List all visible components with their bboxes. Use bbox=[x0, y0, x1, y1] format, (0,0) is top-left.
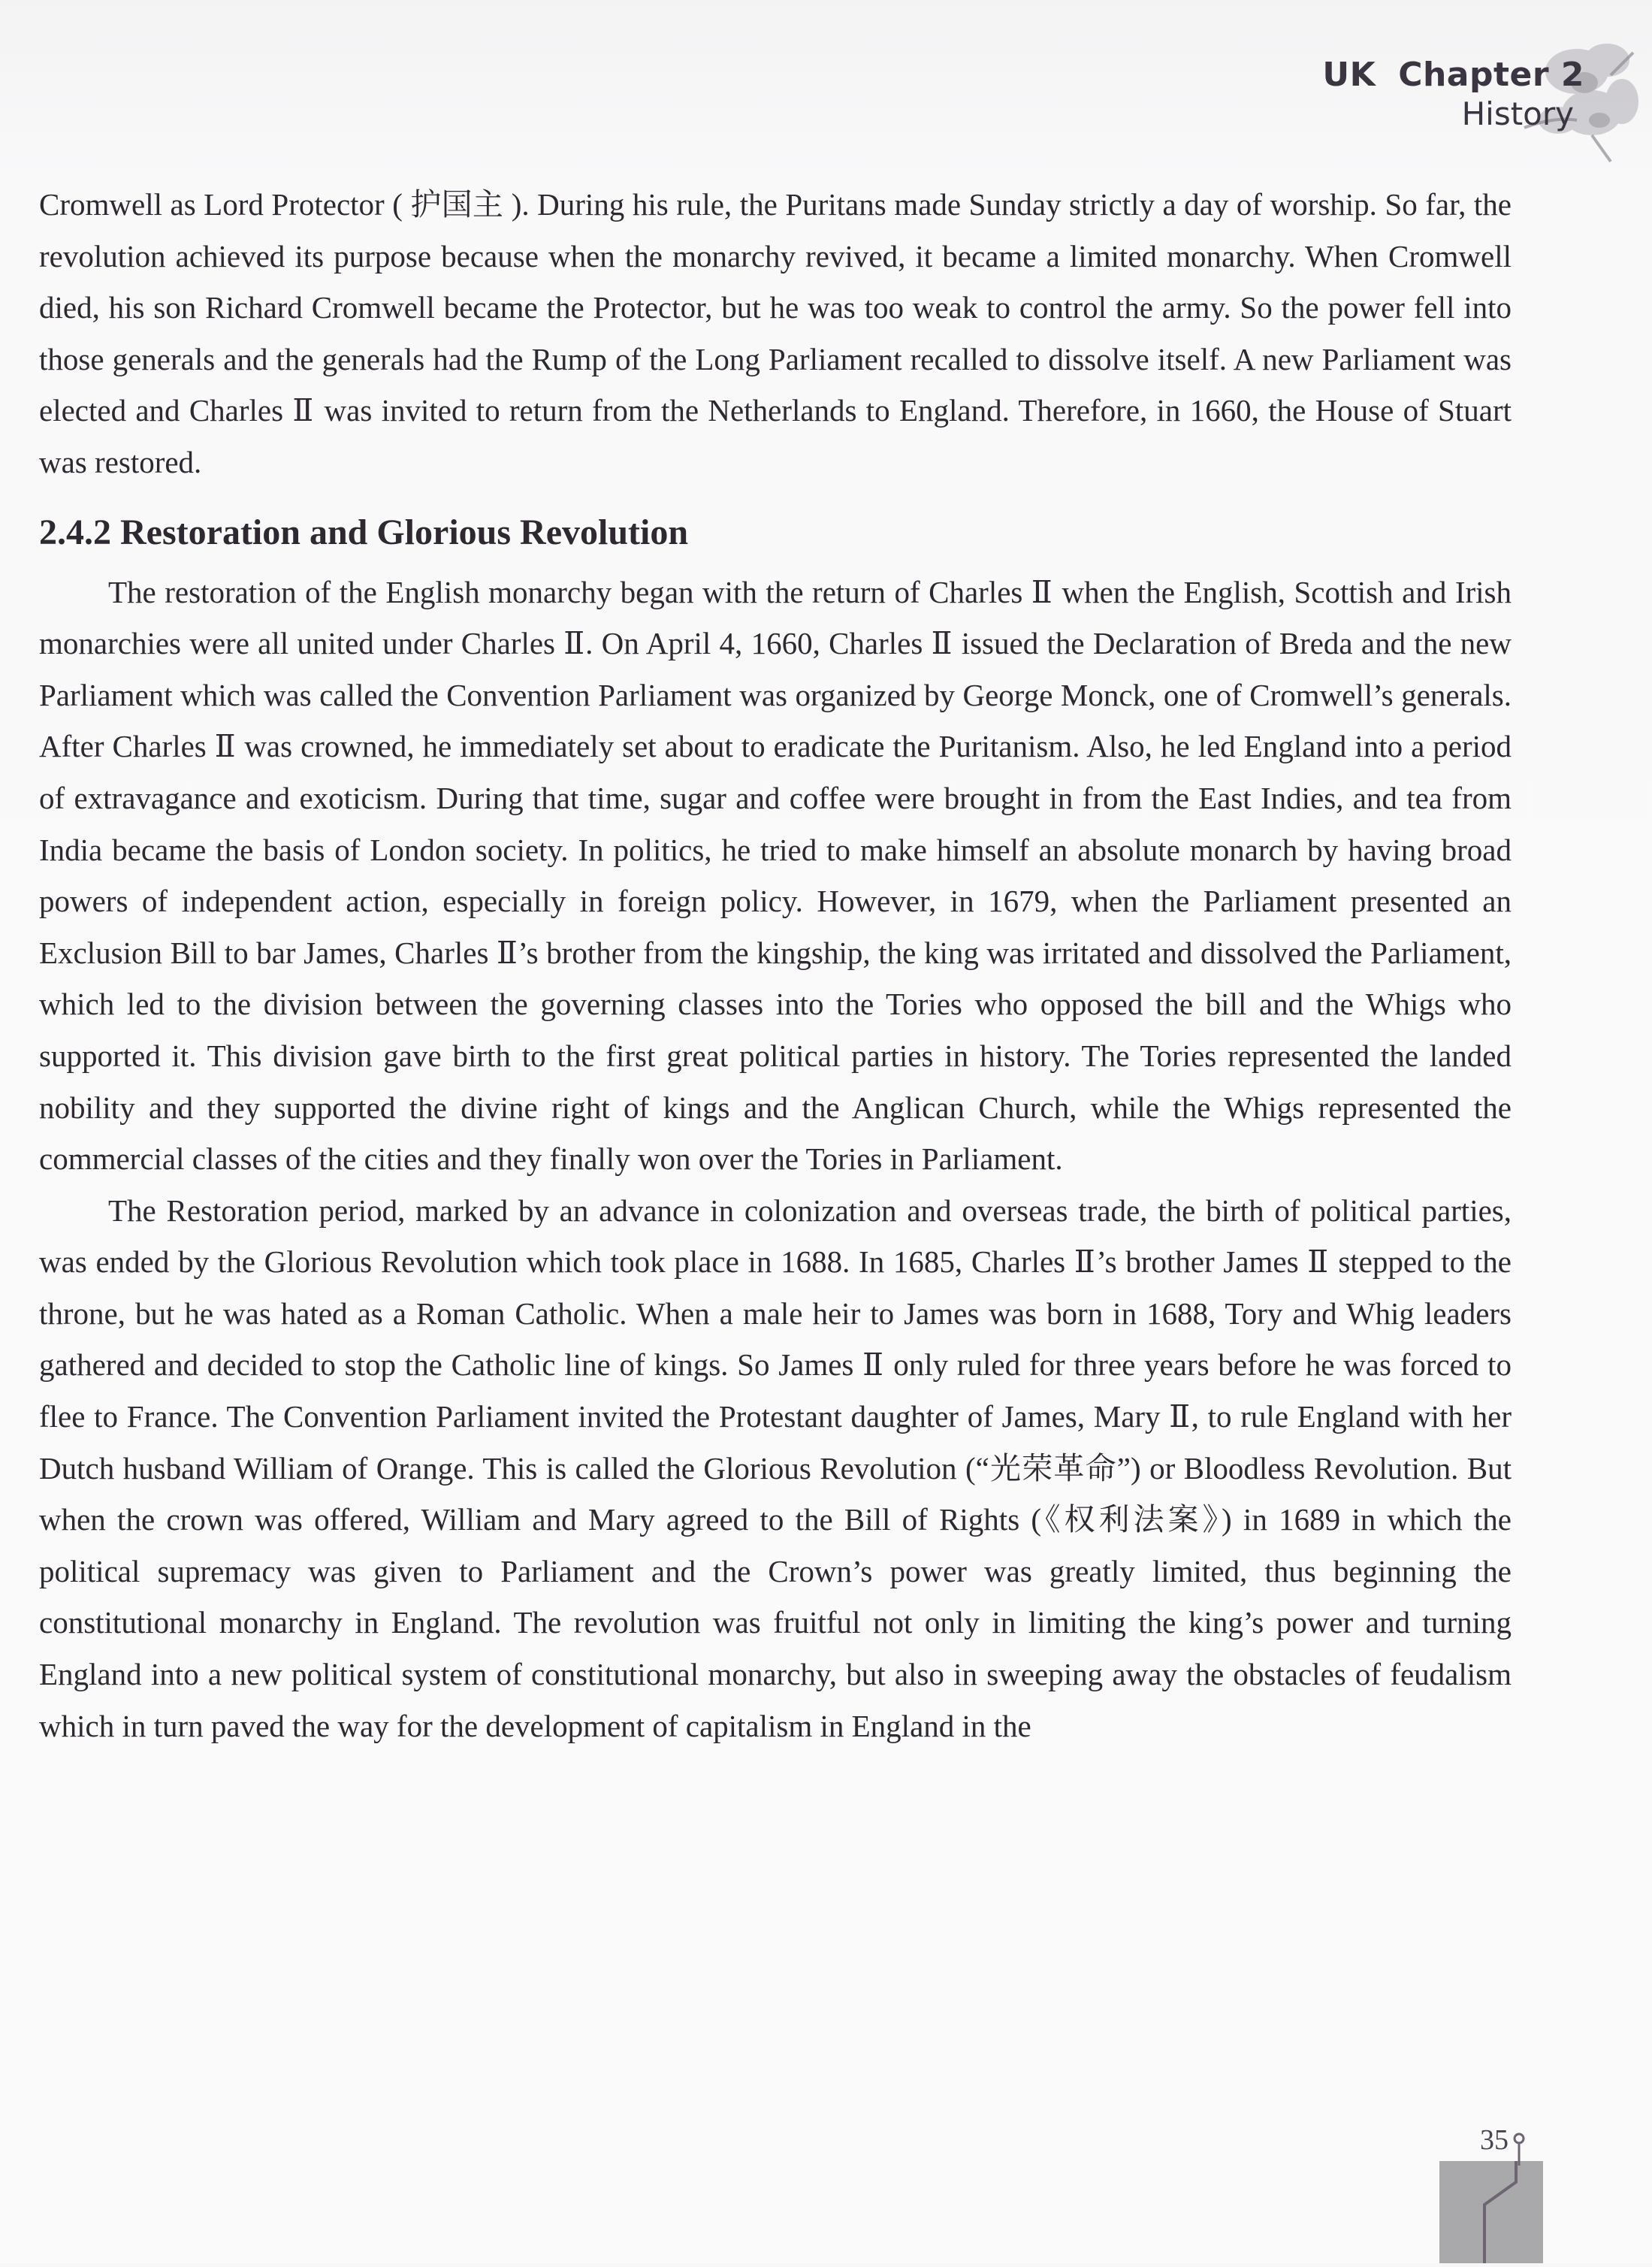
chapter-subtitle: History bbox=[1461, 95, 1574, 132]
body-paragraph: The Restoration period, marked by an advance in colonization and overseas trade, the birth of political parties, was ended by the Glorious Revolution which took place in 1688. In 1685, Charles Ⅱ’s brother James Ⅱ stepped to the throne, but he was hated as a Roman Catholic. When a male heir to James was born in 1688, Tory and Whig leaders gathered and decided to stop the Catholic line of kings. So James Ⅱ only ruled for three years before he was forced to flee to France. The Convention Parliament invited the Protestant daughter of James, Mary Ⅱ, to rule England with her Dutch husband William of Orange. This is called the Glorious Revolution (“光荣革命”) or Bloodless Revolution. But when the crown was offered, William and Mary agreed to the Bill of Rights (《权利法案》) in 1689 in which the political supremacy was given to Parliament and the Crown’s power was greatly limited, thus beginning the constitutional monarchy in England. The revolution was fruitful not only in limiting the king’s power and turning England into a new political system of constitutional monarchy, but also in sweeping away the obstacles of feudalism which in turn paved the way for the development of capitalism in England in the bbox=[39, 1192, 1512, 1743]
connector-line-icon bbox=[1439, 2161, 1543, 2263]
page-pin-icon bbox=[1512, 2128, 1527, 2166]
page-number: 35 bbox=[1480, 2124, 1509, 2156]
country-label: UK bbox=[1322, 56, 1376, 94]
body-paragraph: The restoration of the English monarchy began with the return of Charles Ⅱ when the English, Scottish and Irish monarchies were all united under Charles Ⅱ. On April 4, 1660, Charles Ⅱ issued the Declaration of Breda and the new Parliament which was called the Convention Parliament was organized by George Monck, one of Cromwell’s generals. After Charles Ⅱ was crowned, he immediately set about to eradicate the Puritanism. Also, he led England into a period of extravagance and exoticism. During that time, sugar and coffee were brought in from the East Indies, and tea from India became the basis of London society. In politics, he tried to make himself an absolute monarch by having broad powers of independent action, especially in foreign policy. However, in 1679, when the Parliament presented an Exclusion Bill to bar James, Charles Ⅱ’s brother from the kingship, the king was irritated and dissolved the Parliament, which led to the division between the governing classes into the Tories who opposed the bill and the Whigs who supported it. This division gave birth to the first great political parties in history. The Tories represented the landed nobility and they supported the divine right of kings and the Anglican Church, while the Whigs represented the commercial classes of the cities and they finally won over the Tories in Parliament. bbox=[39, 574, 1512, 1177]
intro-paragraph: Cromwell as Lord Protector ( 护国主 ). During his rule, the Puritans made Sunday strictly a day of worship. So far, the revolution achieved its purpose because when the monarchy revived, it became a limited monarchy. When Cromwell died, his son Richard Cromwell became the Protector, but he was too weak to control the army. So the power fell into those generals and the generals had the Rump of the Long Parliament recalled to dissolve itself. A new Parliament was elected and Charles Ⅱ was invited to return from the Netherlands to England. Therefore, in 1660, the House of Stuart was restored. bbox=[39, 187, 1512, 479]
chapter-header bbox=[1322, 53, 1584, 131]
section-heading: 2.4.2 Restoration and Glorious Revolution bbox=[39, 512, 689, 552]
chapter-label: Chapter 2 bbox=[1398, 56, 1584, 94]
corner-tab bbox=[1439, 2161, 1543, 2263]
page-body bbox=[39, 179, 1512, 1752]
